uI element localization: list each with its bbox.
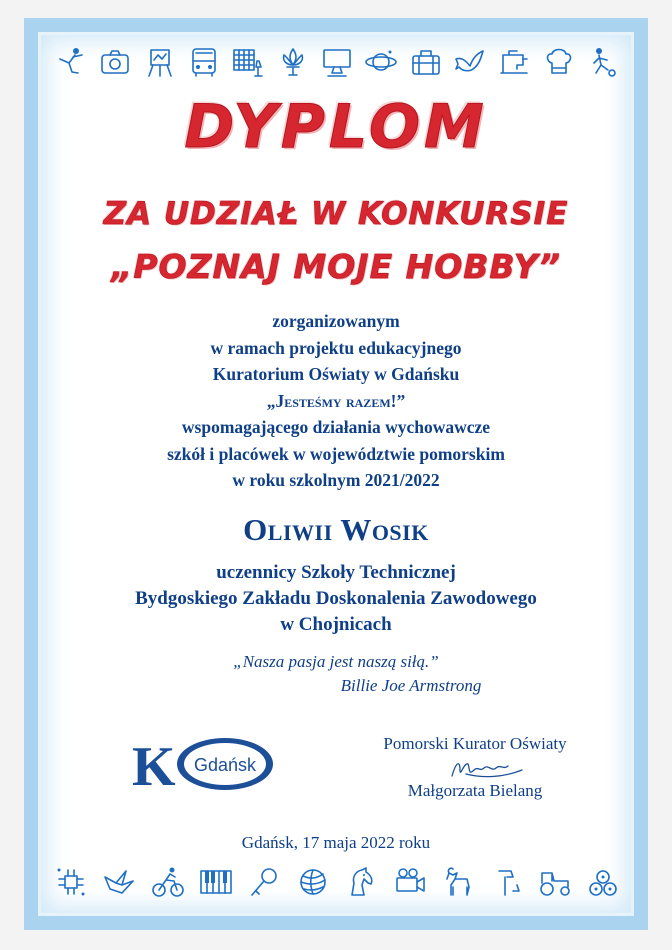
quote-text: „Nasza pasja jest naszą siłą.”: [233, 652, 439, 671]
suitcase-icon: [409, 45, 443, 79]
goat-icon: [441, 865, 475, 899]
subtitle-line-2: „POZNAJ MOJE HOBBY”: [111, 247, 561, 286]
film-camera-icon: [393, 865, 427, 899]
computer-icon: [320, 45, 354, 79]
hay-bales-icon: [586, 865, 620, 899]
horse-icon: [344, 865, 378, 899]
chef-hat-icon: [542, 45, 576, 79]
description-block: [0, 308, 672, 494]
chess-icon: [231, 45, 265, 79]
description-line: wspomagającego działania wychowawcze: [181, 417, 491, 437]
bottom-icon-row: [54, 860, 620, 904]
signer-role: Pomorski Kurator Oświaty: [383, 734, 567, 753]
logo-text: Gdańsk: [193, 755, 257, 775]
camera-icon: [98, 45, 132, 79]
diploma-title: DYPLOM: [184, 92, 488, 162]
kuratorium-logo: [130, 733, 280, 795]
project-name: „Jesteśmy razem!”: [266, 390, 406, 411]
school-line: Bydgoskiego Zakładu Doskonalenia Zawodowego: [135, 588, 537, 609]
description-line: szkół i placówek w województwie pomorskim: [167, 443, 505, 464]
handwritten-signature: [446, 756, 526, 782]
tractor-icon: [538, 865, 572, 899]
easel-icon: [143, 45, 177, 79]
circuit-chip-icon: [54, 865, 88, 899]
logo-letter: K: [132, 736, 176, 795]
description-line: w ramach projektu edukacyjnego: [210, 337, 462, 358]
description-line: w roku szkolnym 2021/2022: [232, 470, 440, 490]
planet-icon: [364, 45, 398, 79]
piano-keys-icon: [199, 865, 233, 899]
dove-icon: [453, 45, 487, 79]
school-line: uczennicy Szkoły Technicznej: [216, 562, 456, 583]
yarn-ball-icon: [296, 865, 330, 899]
school-line: w Chojnicach: [280, 614, 392, 635]
signer-name: Małgorzata Bielang: [407, 781, 543, 800]
bowling-icon: [586, 45, 620, 79]
cyclist-icon: [151, 865, 185, 899]
bus-icon: [187, 45, 221, 79]
quote-author: Billie Joe Armstrong: [340, 676, 482, 695]
sewing-machine-icon: [497, 45, 531, 79]
hammer-icon: [489, 865, 523, 899]
description-line: Kuratorium Oświaty w Gdańsku: [212, 364, 460, 384]
description-line: zorganizowanym: [272, 311, 400, 331]
origami-bird-icon: [102, 865, 136, 899]
microphone-icon: [247, 865, 281, 899]
top-icon-row: [54, 40, 620, 84]
figure-skater-icon: [54, 45, 88, 79]
place-and-date: Gdańsk, 17 maja 2022 roku: [241, 833, 431, 852]
recipient-name: Oliwii Wosik: [243, 512, 429, 547]
subtitle-line-1: ZA UDZIAŁ W KONKURSIE: [103, 196, 569, 232]
school-block: [0, 560, 672, 638]
fleur-de-lis-icon: [276, 45, 310, 79]
